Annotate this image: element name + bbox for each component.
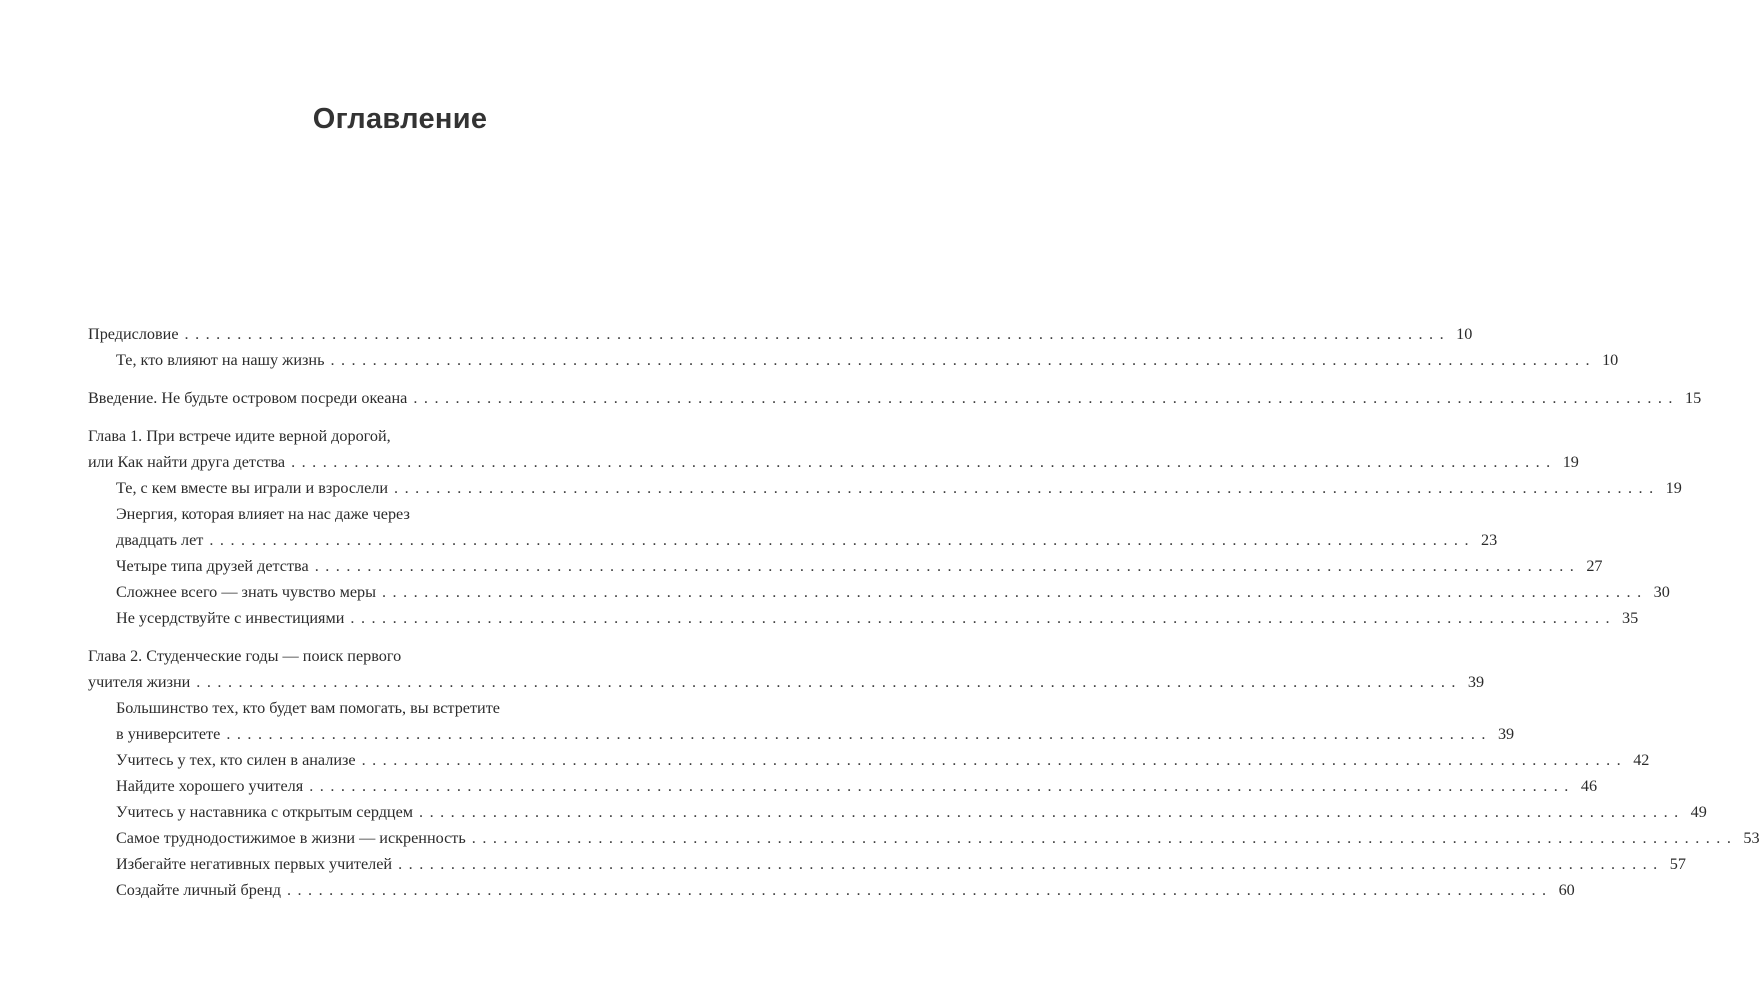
- dot-leader: ........................................................................................................................: [471, 829, 1738, 847]
- dot-leader: ........................................................................................................................: [413, 389, 1679, 407]
- toc-page-number: 35: [1622, 609, 1639, 627]
- toc-entry-title: Избегайте негативных первых учителей: [116, 855, 393, 873]
- toc-entry-title: Учитесь у наставника с открытым сердцем: [116, 803, 414, 821]
- toc-entry-title: Те, кто влияют на нашу жизнь: [116, 351, 325, 369]
- toc-entry-ch2-s2[interactable]: [88, 747, 1650, 773]
- toc-page-number: 42: [1633, 751, 1650, 769]
- toc-page-number: 19: [1562, 453, 1579, 471]
- toc-page-number: 53: [1743, 829, 1760, 847]
- toc-entry-ch1-s1[interactable]: [88, 475, 1682, 501]
- toc-entry-title: Введение. Не будьте островом посреди океана: [88, 389, 408, 407]
- toc-page-number: 15: [1684, 389, 1702, 407]
- table-of-contents: [88, 321, 1760, 903]
- dot-leader: ........................................................................................................................: [209, 531, 1475, 549]
- toc-page-number: 46: [1580, 777, 1598, 795]
- toc-entry-preface-sub[interactable]: [88, 347, 1619, 373]
- toc-entry-title: Не усердствуйте с инвестициями: [116, 609, 345, 627]
- toc-page-number: 60: [1558, 881, 1575, 899]
- dot-leader: ........................................................................................................................: [361, 751, 1628, 769]
- toc-entry-title: в университете: [116, 725, 221, 743]
- page-title: Оглавление: [312, 103, 488, 135]
- toc-entry-ch2[interactable]: [88, 669, 1485, 695]
- toc-entry-ch2-s1[interactable]: [88, 721, 1515, 747]
- dot-leader: ........................................................................................................................: [394, 479, 1660, 497]
- toc-entry-title: Найдите хорошего учителя: [116, 777, 304, 795]
- toc-page-number: 30: [1653, 583, 1670, 601]
- dot-leader: ........................................................................................................................: [314, 557, 1581, 575]
- dot-leader: ........................................................................................................................: [291, 453, 1557, 471]
- toc-entry-preface[interactable]: [88, 321, 1473, 347]
- dot-leader: ........................................................................................................................: [226, 725, 1492, 743]
- toc-page-number: 10: [1456, 325, 1473, 343]
- toc-page-number: 39: [1497, 725, 1515, 743]
- toc-page-number: 19: [1665, 479, 1682, 497]
- toc-page-number: 27: [1586, 557, 1603, 575]
- toc-entry-title: Самое труднодостижимое в жизни — искренность: [116, 829, 466, 847]
- toc-entry-ch1-s5[interactable]: [88, 605, 1639, 631]
- dot-leader: ........................................................................................................................: [419, 803, 1685, 821]
- toc-entry-ch1[interactable]: [88, 449, 1579, 475]
- toc-page-number: 49: [1690, 803, 1707, 821]
- toc-entry-intro[interactable]: [88, 385, 1702, 411]
- toc-entry-title: Сложнее всего — знать чувство меры: [116, 583, 376, 601]
- dot-leader: ........................................................................................................................: [309, 777, 1575, 795]
- dot-leader: ........................................................................................................................: [398, 855, 1664, 873]
- toc-entry-title: двадцать лет: [116, 531, 204, 549]
- toc-entry-ch2-s5[interactable]: [88, 825, 1760, 851]
- toc-entry-title: Создайте личный бренд: [116, 881, 281, 899]
- toc-entry-ch1-s2[interactable]: [88, 527, 1498, 553]
- toc-entry-ch1-s4[interactable]: [88, 579, 1670, 605]
- toc-entry-ch2-s3[interactable]: [88, 773, 1598, 799]
- toc-page-number: 10: [1602, 351, 1619, 369]
- toc-entry-title: Учитесь у тех, кто силен в анализе: [116, 751, 356, 769]
- toc-entry-ch2-s7[interactable]: [88, 877, 1575, 903]
- toc-entry-title: Те, с кем вместе вы играли и взрослели: [116, 479, 389, 497]
- dot-leader: ........................................................................................................................: [382, 583, 1648, 601]
- toc-entry-ch1-line1[interactable]: Глава 1. При встрече идите верной дорогой,: [88, 427, 391, 445]
- toc-entry-ch2-s4[interactable]: [88, 799, 1707, 825]
- toc-entry-ch2-s6[interactable]: [88, 851, 1686, 877]
- toc-page-number: 23: [1480, 531, 1498, 549]
- toc-entry-title: Четыре типа друзей детства: [116, 557, 309, 575]
- toc-page-number: 39: [1467, 673, 1485, 691]
- dot-leader: ........................................................................................................................: [286, 881, 1553, 899]
- toc-entry-ch2-line1[interactable]: Глава 2. Студенческие годы — поиск первого: [88, 647, 402, 665]
- toc-entry-title: учителя жизни: [88, 673, 191, 691]
- dot-leader: ........................................................................................................................: [330, 351, 1597, 369]
- toc-page-number: 57: [1669, 855, 1686, 873]
- dot-leader: ........................................................................................................................: [196, 673, 1462, 691]
- toc-entry-ch2-s1-line1[interactable]: Большинство тех, кто будет вам помогать, вы встретите: [116, 699, 500, 717]
- toc-entry-ch1-s2-line1[interactable]: Энергия, которая влияет на нас даже через: [116, 505, 410, 523]
- dot-leader: ........................................................................................................................: [350, 609, 1617, 627]
- toc-entry-ch1-s3[interactable]: [88, 553, 1603, 579]
- dot-leader: ........................................................................................................................: [184, 325, 1451, 343]
- toc-entry-title: или Как найти друга детства: [88, 453, 286, 471]
- toc-entry-title: Предисловие: [88, 325, 179, 343]
